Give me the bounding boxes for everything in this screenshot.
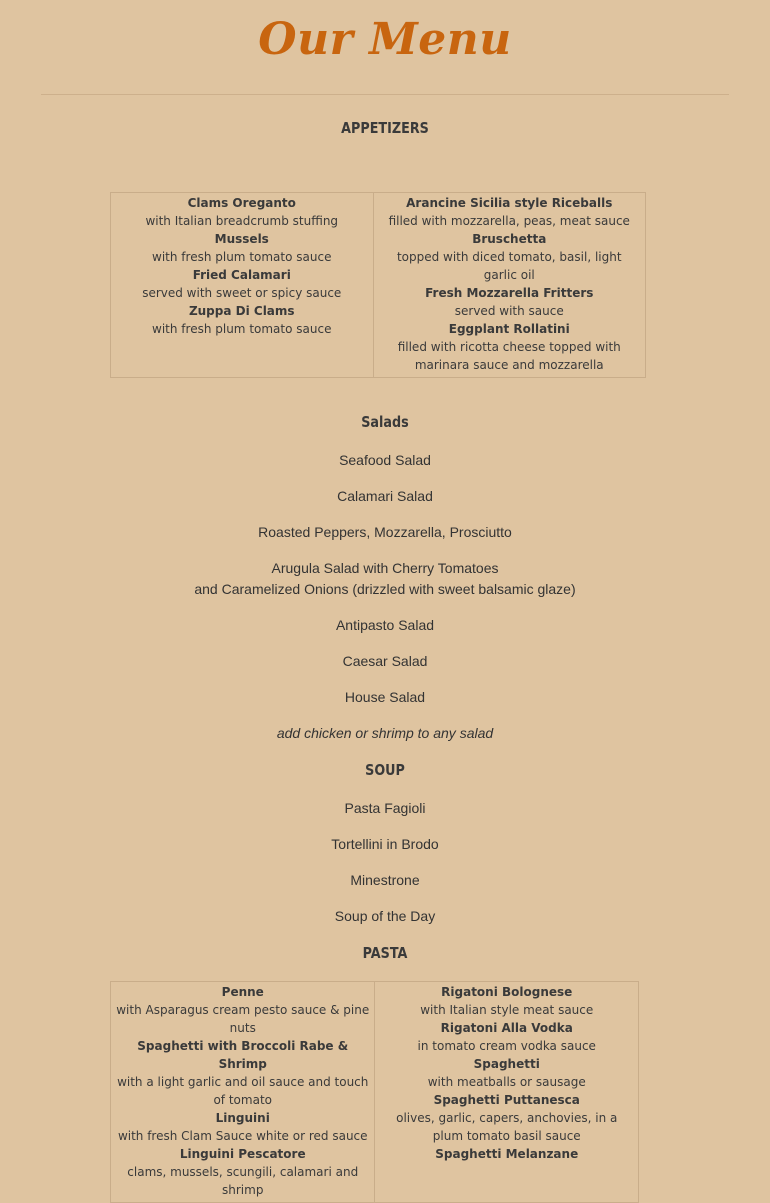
dish-description: with fresh plum tomato sauce bbox=[152, 250, 332, 264]
pasta-table bbox=[110, 981, 639, 1203]
dish-description: with fresh plum tomato sauce bbox=[152, 322, 332, 336]
dish-name: Clams Oreganto bbox=[187, 196, 296, 210]
salad-item: and Caramelized Onions (drizzled with sweet balsamic glaze) bbox=[194, 581, 576, 597]
dish-name: Spaghetti Melanzane bbox=[435, 1147, 579, 1161]
salad-note: add chicken or shrimp to any salad bbox=[276, 725, 494, 741]
dish-name: Linguini Pescatore bbox=[179, 1147, 306, 1161]
dish-description: with fresh Clam Sauce white or red sauce bbox=[117, 1129, 368, 1143]
dish-description: topped with diced tomato, basil, light garlic oil bbox=[396, 250, 622, 282]
dish-name: Mussels bbox=[214, 232, 269, 246]
salad-item: Arugula Salad with Cherry Tomatoes bbox=[271, 560, 499, 576]
appetizers-right-column bbox=[373, 193, 646, 378]
soup-item: Pasta Fagioli bbox=[344, 800, 426, 816]
page-title: Our Menu bbox=[258, 14, 512, 65]
salad-item: Caesar Salad bbox=[342, 653, 428, 669]
dish-name: Arancine Sicilia style Riceballs bbox=[406, 196, 613, 210]
dish-name: Fresh Mozzarella Fritters bbox=[425, 286, 594, 300]
pasta-heading: PASTA bbox=[362, 944, 408, 962]
soup-heading: SOUP bbox=[365, 761, 405, 779]
dish-name: Penne bbox=[221, 985, 264, 999]
dish-name: Linguini bbox=[215, 1111, 270, 1125]
dish-description: clams, mussels, scungili, calamari and shrimp bbox=[127, 1165, 359, 1197]
dish-description: in tomato cream vodka sauce bbox=[417, 1039, 596, 1053]
salad-item: Antipasto Salad bbox=[335, 617, 435, 633]
dish-name: Eggplant Rollatini bbox=[448, 322, 570, 336]
soup-item: Tortellini in Brodo bbox=[331, 836, 439, 852]
dish-description: olives, garlic, capers, anchovies, in a plum tomato basil sauce bbox=[396, 1111, 618, 1143]
dish-name: Spaghetti bbox=[473, 1057, 540, 1071]
dish-description: served with sauce bbox=[454, 304, 564, 318]
dish-name: Zuppa Di Clams bbox=[188, 304, 295, 318]
dish-description: with Italian breadcrumb stuffing bbox=[145, 214, 339, 228]
dish-name: Rigatoni Bolognese bbox=[441, 985, 573, 999]
dish-description: with Asparagus cream pesto sauce & pine nuts bbox=[116, 1003, 370, 1035]
dish-name: Rigatoni Alla Vodka bbox=[440, 1021, 573, 1035]
dish-description: with Italian style meat sauce bbox=[420, 1003, 594, 1017]
salads-heading: Salads bbox=[361, 413, 409, 431]
dish-description: filled with ricotta cheese topped with marinara sauce and mozzarella bbox=[397, 340, 621, 372]
dish-description: with meatballs or sausage bbox=[427, 1075, 586, 1089]
dish-description: with a light garlic and oil sauce and touch of tomato bbox=[117, 1075, 369, 1107]
dish-description: filled with mozzarella, peas, meat sauce bbox=[388, 214, 630, 228]
dish-name: Spaghetti with Broccoli Rabe & Shrimp bbox=[137, 1039, 349, 1071]
pasta-left-column bbox=[111, 982, 375, 1203]
soup-item: Minestrone bbox=[350, 872, 420, 888]
soup-item: Soup of the Day bbox=[334, 908, 436, 924]
title-divider bbox=[41, 94, 729, 95]
pasta-right-column bbox=[375, 982, 639, 1203]
dish-name: Spaghetti Puttanesca bbox=[433, 1093, 580, 1107]
salad-item: Roasted Peppers, Mozzarella, Prosciutto bbox=[258, 524, 512, 540]
appetizers-table bbox=[110, 192, 646, 378]
appetizers-heading: APPETIZERS bbox=[341, 119, 429, 137]
dish-name: Fried Calamari bbox=[192, 268, 291, 282]
dish-name: Bruschetta bbox=[472, 232, 547, 246]
salad-item: House Salad bbox=[344, 689, 426, 705]
salad-item: Calamari Salad bbox=[337, 488, 433, 504]
appetizers-left-column bbox=[111, 193, 374, 378]
salad-item: Seafood Salad bbox=[339, 452, 431, 468]
dish-description: served with sweet or spicy sauce bbox=[142, 286, 342, 300]
